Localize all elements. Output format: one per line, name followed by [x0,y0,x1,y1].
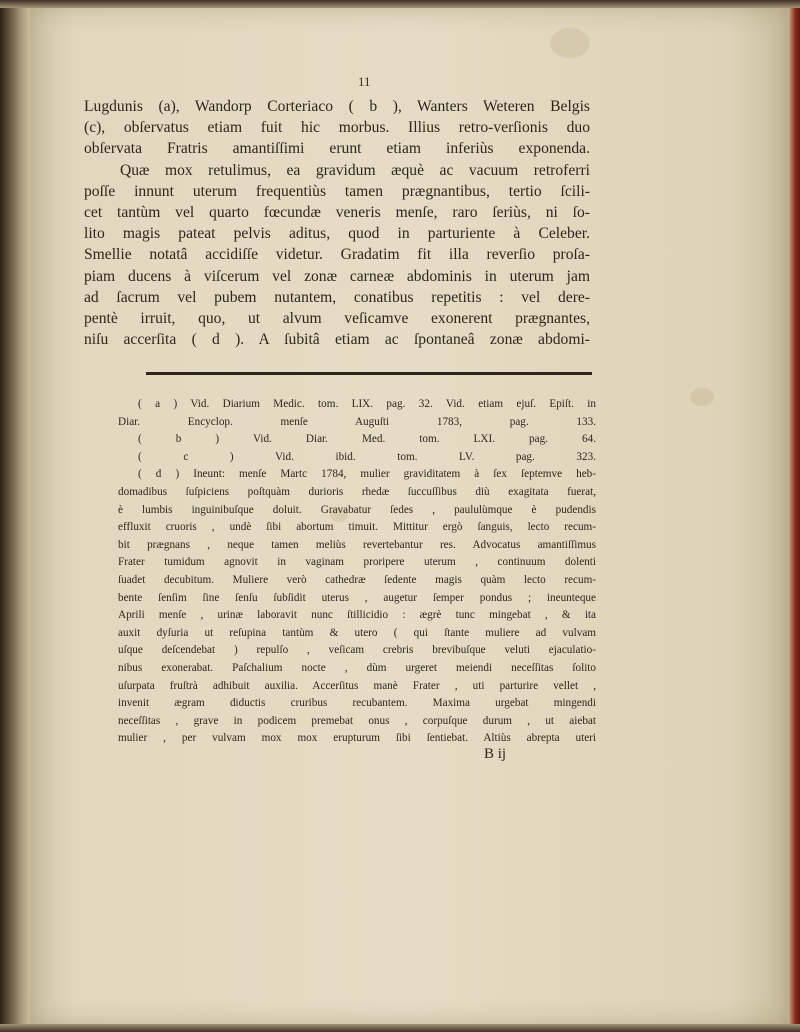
text-line: piam ducens à viſcerum vel zonæ carneæ abdominis in uterum jam [84,267,590,285]
footnote-line: nibus exonerabat. Paſchalium nocte , dùm urgeret meiendi neceſſitas ſolito [118,661,596,674]
footnote-line: ( a ) Vid. Diarium Medic. tom. LIX. pag. 32. Vid. etiam ejuſ. Epiſt. in [138,398,596,410]
footnote-line: effluxit cruoris , undè ſibi abortum timuit. Mittitur ergò ſanguis, lecto recum- [118,521,596,534]
text-line: pentè irruit, quo, ut alvum veſicamve exonerent prægnantes, [84,310,590,328]
main-text [84,96,590,350]
text-line: cet tantùm vel quarto fœcundæ veneris menſe, raro ſeriùs, ni ſo- [84,204,590,222]
footnote-line: invenit ægram diductis cruribus recubantem. Maxima urgebat mingendi [118,697,596,710]
footnote-line: auxit dyſuria ut reſupina tantùm & utero ( qui ſtante muliere ad vulvam [118,626,596,639]
footnote-line: uſque deſcendebat ) repulſo , veſicam crebris brevibuſque veluti ejaculatio- [118,644,596,657]
footnote-line: neceſſitas , grave in podicem premebat onus , corpuſque durum , ut aiebat [118,714,596,727]
text-line: niſu accerſita ( d ). A ſubitâ etiam ac ſpontaneâ zonæ abdomi- [84,331,590,349]
footnote-line: ſuadet decubitum. Muliere verò cathedræ ſedente magis quàm lecto recum- [118,573,596,586]
text-line: obſervata Fratris amantiſſimi erunt etiam inferiùs exponenda. [84,140,590,158]
book-binding [0,0,30,1032]
footnote-line: mulier , per vulvam mox mox erupturum ſibi ſentiebat. Altiùs abrepta uteri [118,732,596,745]
text-line: Smellie notatâ accidiſſe videtur. Gradatim fit illa reverſio proſa- [84,246,590,264]
footnote-line: Diar. Encyclop. menſe Auguſti 1783, pag. 133. [118,415,596,428]
page-top-edge [0,0,800,8]
footnote-line: Frater tumidum agnovit in vaginam proripere uterum , continuum dolenti [118,556,596,569]
text-line: lito magis pateat pelvis aditus, quod in parturiente à Celeber. [84,225,590,243]
text-line: (c), obſervatus etiam fuit hic morbus. Illius retro-verſionis duo [84,119,590,137]
footnote-line: ( c ) Vid. ibid. tom. LV. pag. 323. [138,450,596,463]
footnote-line: ( b ) Vid. Diar. Med. tom. LXI. pag. 64. [138,433,596,446]
page-bottom-edge [0,1024,800,1032]
text-line: Lugdunis (a), Wandorp Corteriaco ( b ), Wanters Weteren Belgis [84,98,590,115]
footnote-line: ( d ) Ineunt: menſe Martc 1784, mulier graviditatem à ſex ſeptemve heb- [138,468,596,481]
signature-mark: B ij [484,746,507,762]
footnote-rule [146,372,592,375]
footnote-line: uſurpata fruſtrà adhibuit auxilia. Accerſitus manè Frater , uti parturire vellet , [118,679,596,692]
footnotes [118,396,596,748]
footnote-line: bente ſenſim ſine ſenſu ſubſidit uterus , augetur ſemper pondus ; ineunteque [118,591,596,604]
paper-stain [690,388,714,406]
text-line: ad ſacrum vel pubem nutantem, conatibus repetitis : vel dere- [84,288,590,306]
footnote-line: Aprili menſe , urinæ laboravit nunc ſtillicidio : ægrè tunc mingebat , & ita [118,609,596,622]
paper-stain [550,28,590,58]
footnote-line: è lumbis inguinibuſque doluit. Gravabatur ſedes , paululùmque è pudendis [118,503,596,516]
text-line: poſſe innunt uterum frequentiùs tamen prægnantibus, tertio ſcili- [84,182,590,200]
page-right-edge [788,0,800,1032]
text-line: Quæ mox retulimus, ea gravidum æquè ac vacuum retroferri [120,161,590,179]
footnote-line: domadibus ſuſpiciens poſtquàm durioris rhedæ ſuccuſſibus diù exagitata fuerat, [118,485,596,498]
page-number: 11 [358,74,371,89]
footnote-line: bit prægnans , neque tamen meliùs revertebantur res. Advocatus amantiſſimus [118,538,596,551]
